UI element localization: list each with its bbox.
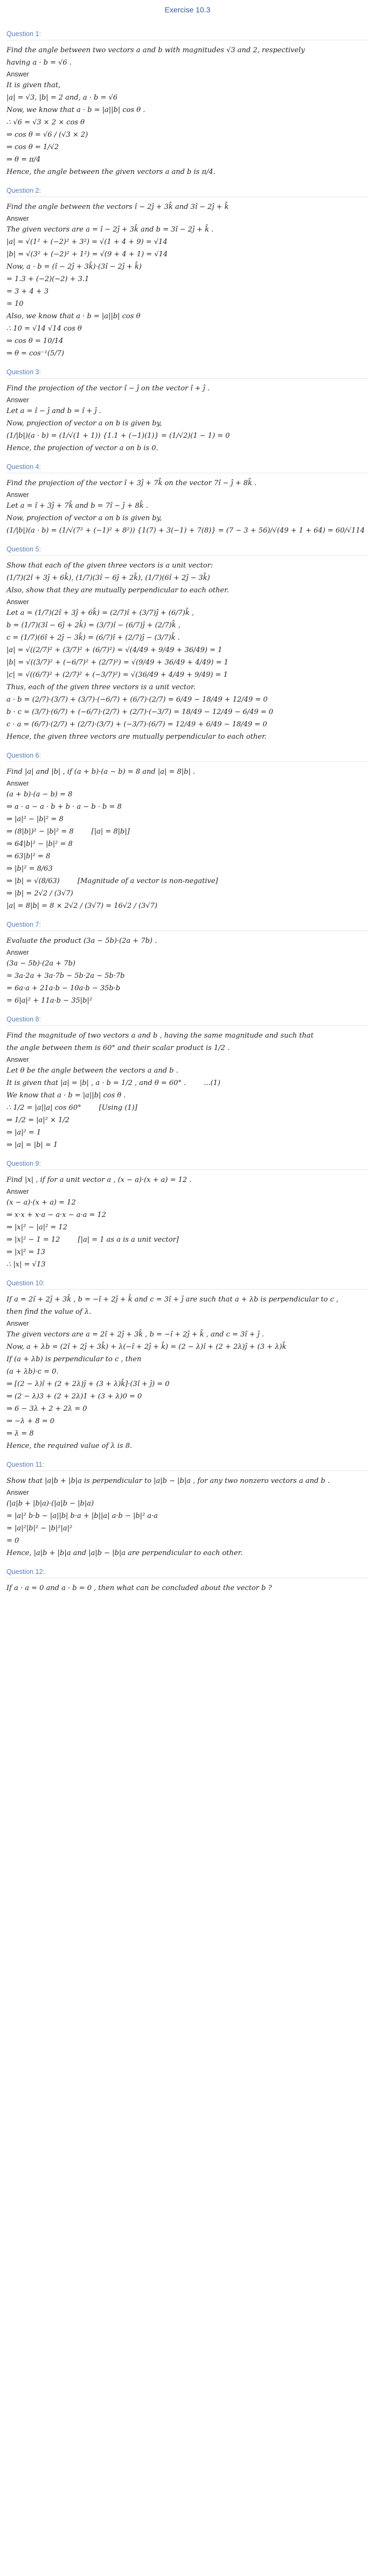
solution-line: c = (1/7)(6î + 2ĵ − 3k̂) = (6/7)î + (2/7)ĵ − (3/7)k̂ . — [6, 634, 180, 642]
solution-line: ⇒ x·x + x·a − a·x − a·a = 12 — [6, 1211, 107, 1219]
solution-line: ⇒ |a|² = 1 — [6, 1129, 41, 1137]
solution-line: b = (1/7)(3î − 6ĵ + 2k̂) = (3/7)î − (6/7)ĵ + (2/7)k̂ , — [6, 621, 180, 629]
question-heading: Question 6: — [6, 752, 369, 762]
question-block — [6, 30, 369, 177]
solution-line: |a| = √(1² + (−2)² + 3²) = √(1 + 4 + 9) = √14 — [6, 238, 168, 246]
solution-line: ⇒ |b| = 2√2 / (3√7) — [6, 890, 73, 898]
solution-line: ⇒ λ = 8 — [6, 1430, 34, 1438]
solution-line: ⇒ cos θ = 1/√2 — [6, 143, 59, 151]
solution-line: If a = 2î + 2ĵ + 3k̂ , b = −î + 2ĵ + k̂ and c = 3î + ĵ are such that a + λb is perpendicular to c , — [6, 1296, 339, 1304]
question-heading: Question 11: — [6, 1461, 369, 1471]
solution-line: ⇒ |b| = √(8/63) [Magnitude of a vector is non-negative] — [6, 877, 218, 885]
solution-line: (a + b)·(a − b) = 8 — [6, 790, 73, 799]
solution-line: Find the angle between two vectors a and b with magnitudes √3 and 2, respectively — [6, 46, 305, 54]
question-heading: Question 12: — [6, 1568, 369, 1578]
solution-line: |a| = √3, |b| = 2 and, a · b = √6 — [6, 94, 118, 102]
solution-line: ⇒ 63|b|² = 8 — [6, 852, 51, 860]
solution-line: ⇒ (8|b|)² − |b|² = 8 [|a| = 8|b|] — [6, 828, 130, 836]
solution-line: If a · a = 0 and a · b = 0 , then what can be concluded about the vector b ? — [6, 1584, 272, 1592]
solution-line: Now, a · b = (î − 2ĵ + 3k̂)·(3î − 2ĵ + k̂) — [6, 263, 142, 271]
solution-line: = 3a·2a + 3a·7b − 5b·2a − 5b·7b — [6, 972, 125, 980]
solution-line: the angle between them is 60° and their scalar product is 1/2 . — [6, 1044, 230, 1052]
question-heading: Question 3: — [6, 368, 369, 379]
solution-line: ⇒ cos θ = 10/14 — [6, 337, 64, 345]
solution-line: Find the angle between the vectors î − 2ĵ + 3k̂ and 3î − 2ĵ + k̂ — [6, 203, 229, 211]
solution-line: Hence, the given three vectors are mutually perpendicular to each other. — [6, 733, 267, 741]
solution-line: Find |a| and |b| , if (a + b)·(a − b) = 8 and |a| = 8|b| . — [6, 768, 196, 776]
question-heading: Question 2: — [6, 187, 369, 197]
solution-line: ∴ 1/2 = |a||a| cos 60° [Using (1)] — [6, 1104, 137, 1112]
question-heading: Question 4: — [6, 463, 369, 473]
solution-line: It is given that |a| = |b| , a · b = 1/2 , and θ = 60° . ...(1) — [6, 1079, 221, 1087]
solution-line: (3a − 5b)·(2a + 7b) — [6, 960, 75, 968]
solution-line: ⇒ |a| = |b| = 1 — [6, 1141, 58, 1149]
solution-line: = 0 — [6, 1537, 19, 1545]
question-block — [6, 1568, 369, 1593]
solution-line: ⇒ |a|² − |b|² = 8 — [6, 815, 64, 823]
solution-line: ∴ √6 = √3 × 2 × cos θ — [6, 118, 85, 127]
solution-line: (a + λb)·c = 0. — [6, 1368, 59, 1376]
answer-label: Answer — [6, 215, 29, 222]
solution-line: Show that |a|b + |b|a is perpendicular to |a|b − |b|a , for any two nonzero vectors a and b . — [6, 1477, 330, 1485]
page-title: Exercise 10.3 — [164, 5, 211, 14]
answer-label: Answer — [6, 491, 29, 499]
solution-line: (1/7)(2î + 3ĵ + 6k̂), (1/7)(3î − 6ĵ + 2k̂), (1/7)(6î + 2ĵ − 3k̂) — [6, 574, 210, 582]
solution-line: = 6|a|² + 11a·b − 35|b|² — [6, 997, 92, 1005]
solution-line: Now, we know that a · b = |a||b| cos θ . — [6, 106, 145, 114]
question-block — [6, 1160, 369, 1270]
answer-label: Answer — [6, 1188, 29, 1195]
solution-line: Now, a + λb = (2î + 2ĵ + 3k̂) + λ(−î + 2ĵ + k̂) = (2 − λ)î + (2 + 2λ)ĵ + (3 + λ)k̂ — [6, 1343, 287, 1351]
question-block — [6, 752, 369, 911]
solution-line: b · c = (3/7)·(6/7) + (−6/7)·(2/7) + (2/7)·(−3/7) = 18/49 − 12/49 − 6/49 = 0 — [6, 708, 274, 716]
solution-line: (1/|b|)(a · b) = (1/√(1 + 1)) {1.1 + (−1)(1)} = (1/√2)(1 − 1) = 0 — [6, 432, 230, 440]
question-block — [6, 545, 369, 742]
solution-line: Now, projection of vector a on b is given by, — [6, 514, 162, 522]
solution-line: The given vectors are a = 2î + 2ĵ + 3k̂ , b = −î + 2ĵ + k̂ , and c = 3î + ĵ . — [6, 1331, 264, 1339]
question-block — [6, 1016, 369, 1150]
solution-line: Evaluate the product (3a − 5b)·(2a + 7b) . — [6, 937, 157, 945]
solution-line: ⇒ (2 − λ)3 + (2 + 2λ)1 + (3 + λ)0 = 0 — [6, 1392, 142, 1401]
solution-line: ⇒ cos θ = √6 / (√3 × 2) — [6, 131, 88, 139]
solution-line: Hence, |a|b + |b|a and |a|b − |b|a are perpendicular to each other. — [6, 1549, 243, 1557]
question-heading: Question 5: — [6, 545, 369, 556]
solution-line: We know that a · b = |a||b| cos θ . — [6, 1091, 126, 1100]
solution-line: Find |x| , if for a unit vector a , (x − a)·(x + a) = 12 . — [6, 1176, 192, 1184]
solution-line: (|a|b + |b|a)·(|a|b − |b|a) — [6, 1500, 94, 1508]
solution-line: Hence, the projection of vector a on b is 0. — [6, 444, 158, 452]
solution-line: ⇒ 64|b|² − |b|² = 8 — [6, 840, 73, 848]
solution-line: Hence, the required value of λ is 8. — [6, 1442, 133, 1450]
question-block — [6, 463, 369, 536]
solution-line: = 3 + 4 + 3 — [6, 288, 49, 296]
solution-line: Let a = (1/7)(2î + 3ĵ + 6k̂) = (2/7)î + (3/7)ĵ + (6/7)k̂ , — [6, 609, 194, 617]
solution-line: ⇒ |b|² = 8/63 — [6, 865, 53, 873]
solution-line: The given vectors are a = î − 2ĵ + 3k̂ and b = 3î − 2ĵ + k̂ . — [6, 226, 214, 234]
question-heading: Question 1: — [6, 30, 369, 40]
solution-line: |a| = 8|b| = 8 × 2√2 / (3√7) = 16√2 / (3√7) — [6, 902, 157, 910]
question-block — [6, 187, 369, 359]
solution-line: having a · b = √6 . — [6, 59, 72, 67]
answer-label: Answer — [6, 71, 29, 78]
solution-line: = 6a·a + 21a·b − 10a·b − 35b·b — [6, 984, 121, 992]
solution-line: Show that each of the given three vectors is a unit vector: — [6, 562, 213, 570]
solution-line: (1/|b|)(a · b) = (1/√(7² + (−1)² + 8²)) {1(7) + 3(−1) + 7(8)} = (7 − 3 + 56)/√(49 + 1 + 64) = 60/√114 — [6, 527, 365, 535]
answer-label: Answer — [6, 1489, 29, 1496]
solution-line: ⇒ [(2 − λ)î + (2 + 2λ)ĵ + (3 + λ)k̂]·(3î + ĵ) = 0 — [6, 1380, 170, 1388]
question-heading: Question 10: — [6, 1279, 369, 1290]
solution-line: = 10 — [6, 300, 24, 308]
solution-line: ⇒ θ = cos⁻¹(5/7) — [6, 349, 64, 358]
solution-line: ⇒ 1/2 = |a|² × 1/2 — [6, 1116, 70, 1124]
solution-line: ⇒ |x|² = 13 — [6, 1248, 46, 1256]
solution-line: = 1.3 + (−2)(−2) + 3.1 — [6, 275, 89, 283]
solution-line: |b| = √((3/7)² + (−6/7)² + (2/7)²) = √(9/49 + 36/49 + 4/49) = 1 — [6, 659, 228, 667]
answer-label: Answer — [6, 949, 29, 956]
question-block — [6, 368, 369, 453]
answer-label: Answer — [6, 1320, 29, 1327]
solution-line: = |a|² b·b − |a||b| b·a + |b||a| a·b − |b|² a·a — [6, 1512, 158, 1520]
solution-line: Let a = î + 3ĵ + 7k̂ and b = 7î − ĵ + 8k̂ . — [6, 502, 148, 510]
solution-line: Hence, the angle between the given vectors a and b is π/4. — [6, 168, 216, 176]
solution-line: Also, show that they are mutually perpendicular to each other. — [6, 586, 229, 594]
question-block — [6, 1461, 369, 1558]
solution-line: ∴ |x| = √13 — [6, 1261, 46, 1269]
solution-line: ∴ 10 = √14 √14 cos θ — [6, 325, 82, 333]
solution-line: Let a = î − ĵ and b = î + ĵ . — [6, 407, 101, 415]
solution-line: |c| = √((6/7)² + (2/7)² + (−3/7)²) = √(36/49 + 4/49 + 9/49) = 1 — [6, 671, 228, 679]
solution-line: Find the magnitude of two vectors a and b , having the same magnitude and such that — [6, 1032, 314, 1040]
question-block — [6, 921, 369, 1006]
solution-line: ⇒ |x|² − |a|² = 12 — [6, 1223, 67, 1231]
answer-label: Answer — [6, 396, 29, 404]
solution-line: Now, projection of vector a on b is given by, — [6, 419, 162, 428]
solution-line: then find the value of λ. — [6, 1308, 92, 1316]
solution-line: |a| = √((2/7)² + (3/7)² + (6/7)²) = √(4/49 + 9/49 + 36/49) = 1 — [6, 646, 223, 654]
answer-label: Answer — [6, 1056, 29, 1063]
solution-line: Find the projection of the vector î − ĵ on the vector î + ĵ . — [6, 384, 210, 393]
solution-line: c · a = (6/7)·(2/7) + (2/7)·(3/7) + (−3/7)·(6/7) = 12/49 + 6/49 − 18/49 = 0 — [6, 720, 267, 729]
solution-line: Also, we know that a · b = |a||b| cos θ — [6, 312, 141, 320]
solution-line: (x − a)·(x + a) = 12 — [6, 1199, 76, 1207]
solution-line: ⇒ |x|² − 1 = 12 [|a| = 1 as a is a unit vector] — [6, 1236, 179, 1244]
solution-line: ⇒ θ = π/4 — [6, 156, 41, 164]
solution-line: ⇒ 6 − 3λ + 2 + 2λ = 0 — [6, 1405, 87, 1413]
solution-line: Find the projection of the vector î + 3ĵ + 7k̂ on the vector 7î − ĵ + 8k̂ . — [6, 479, 257, 487]
solution-line: If (a + λb) is perpendicular to c , then — [6, 1355, 142, 1363]
question-heading: Question 7: — [6, 921, 369, 931]
solution-line: a · b = (2/7)·(3/7) + (3/7)·(−6/7) + (6/7)·(2/7) = 6/49 − 18/49 + 12/49 = 0 — [6, 696, 268, 704]
question-block — [6, 1279, 369, 1451]
solution-line: = |a|²|b|² − |b|²|a|² — [6, 1524, 73, 1532]
solution-line: It is given that, — [6, 81, 61, 89]
answer-label: Answer — [6, 598, 29, 606]
solution-line: |b| = √(3² + (−2)² + 1²) = √(9 + 4 + 1) = √14 — [6, 250, 168, 258]
solution-line: Thus, each of the given three vectors is a unit vector. — [6, 683, 196, 691]
solution-line: ⇒ a · a − a · b + b · a − b · b = 8 — [6, 803, 122, 811]
solution-line: ⇒ −λ + 8 = 0 — [6, 1417, 55, 1425]
question-heading: Question 8: — [6, 1016, 369, 1026]
questions-container — [6, 30, 369, 1593]
question-heading: Question 9: — [6, 1160, 369, 1170]
solution-line: Let θ be the angle between the vectors a and b . — [6, 1067, 178, 1075]
answer-label: Answer — [6, 780, 29, 787]
